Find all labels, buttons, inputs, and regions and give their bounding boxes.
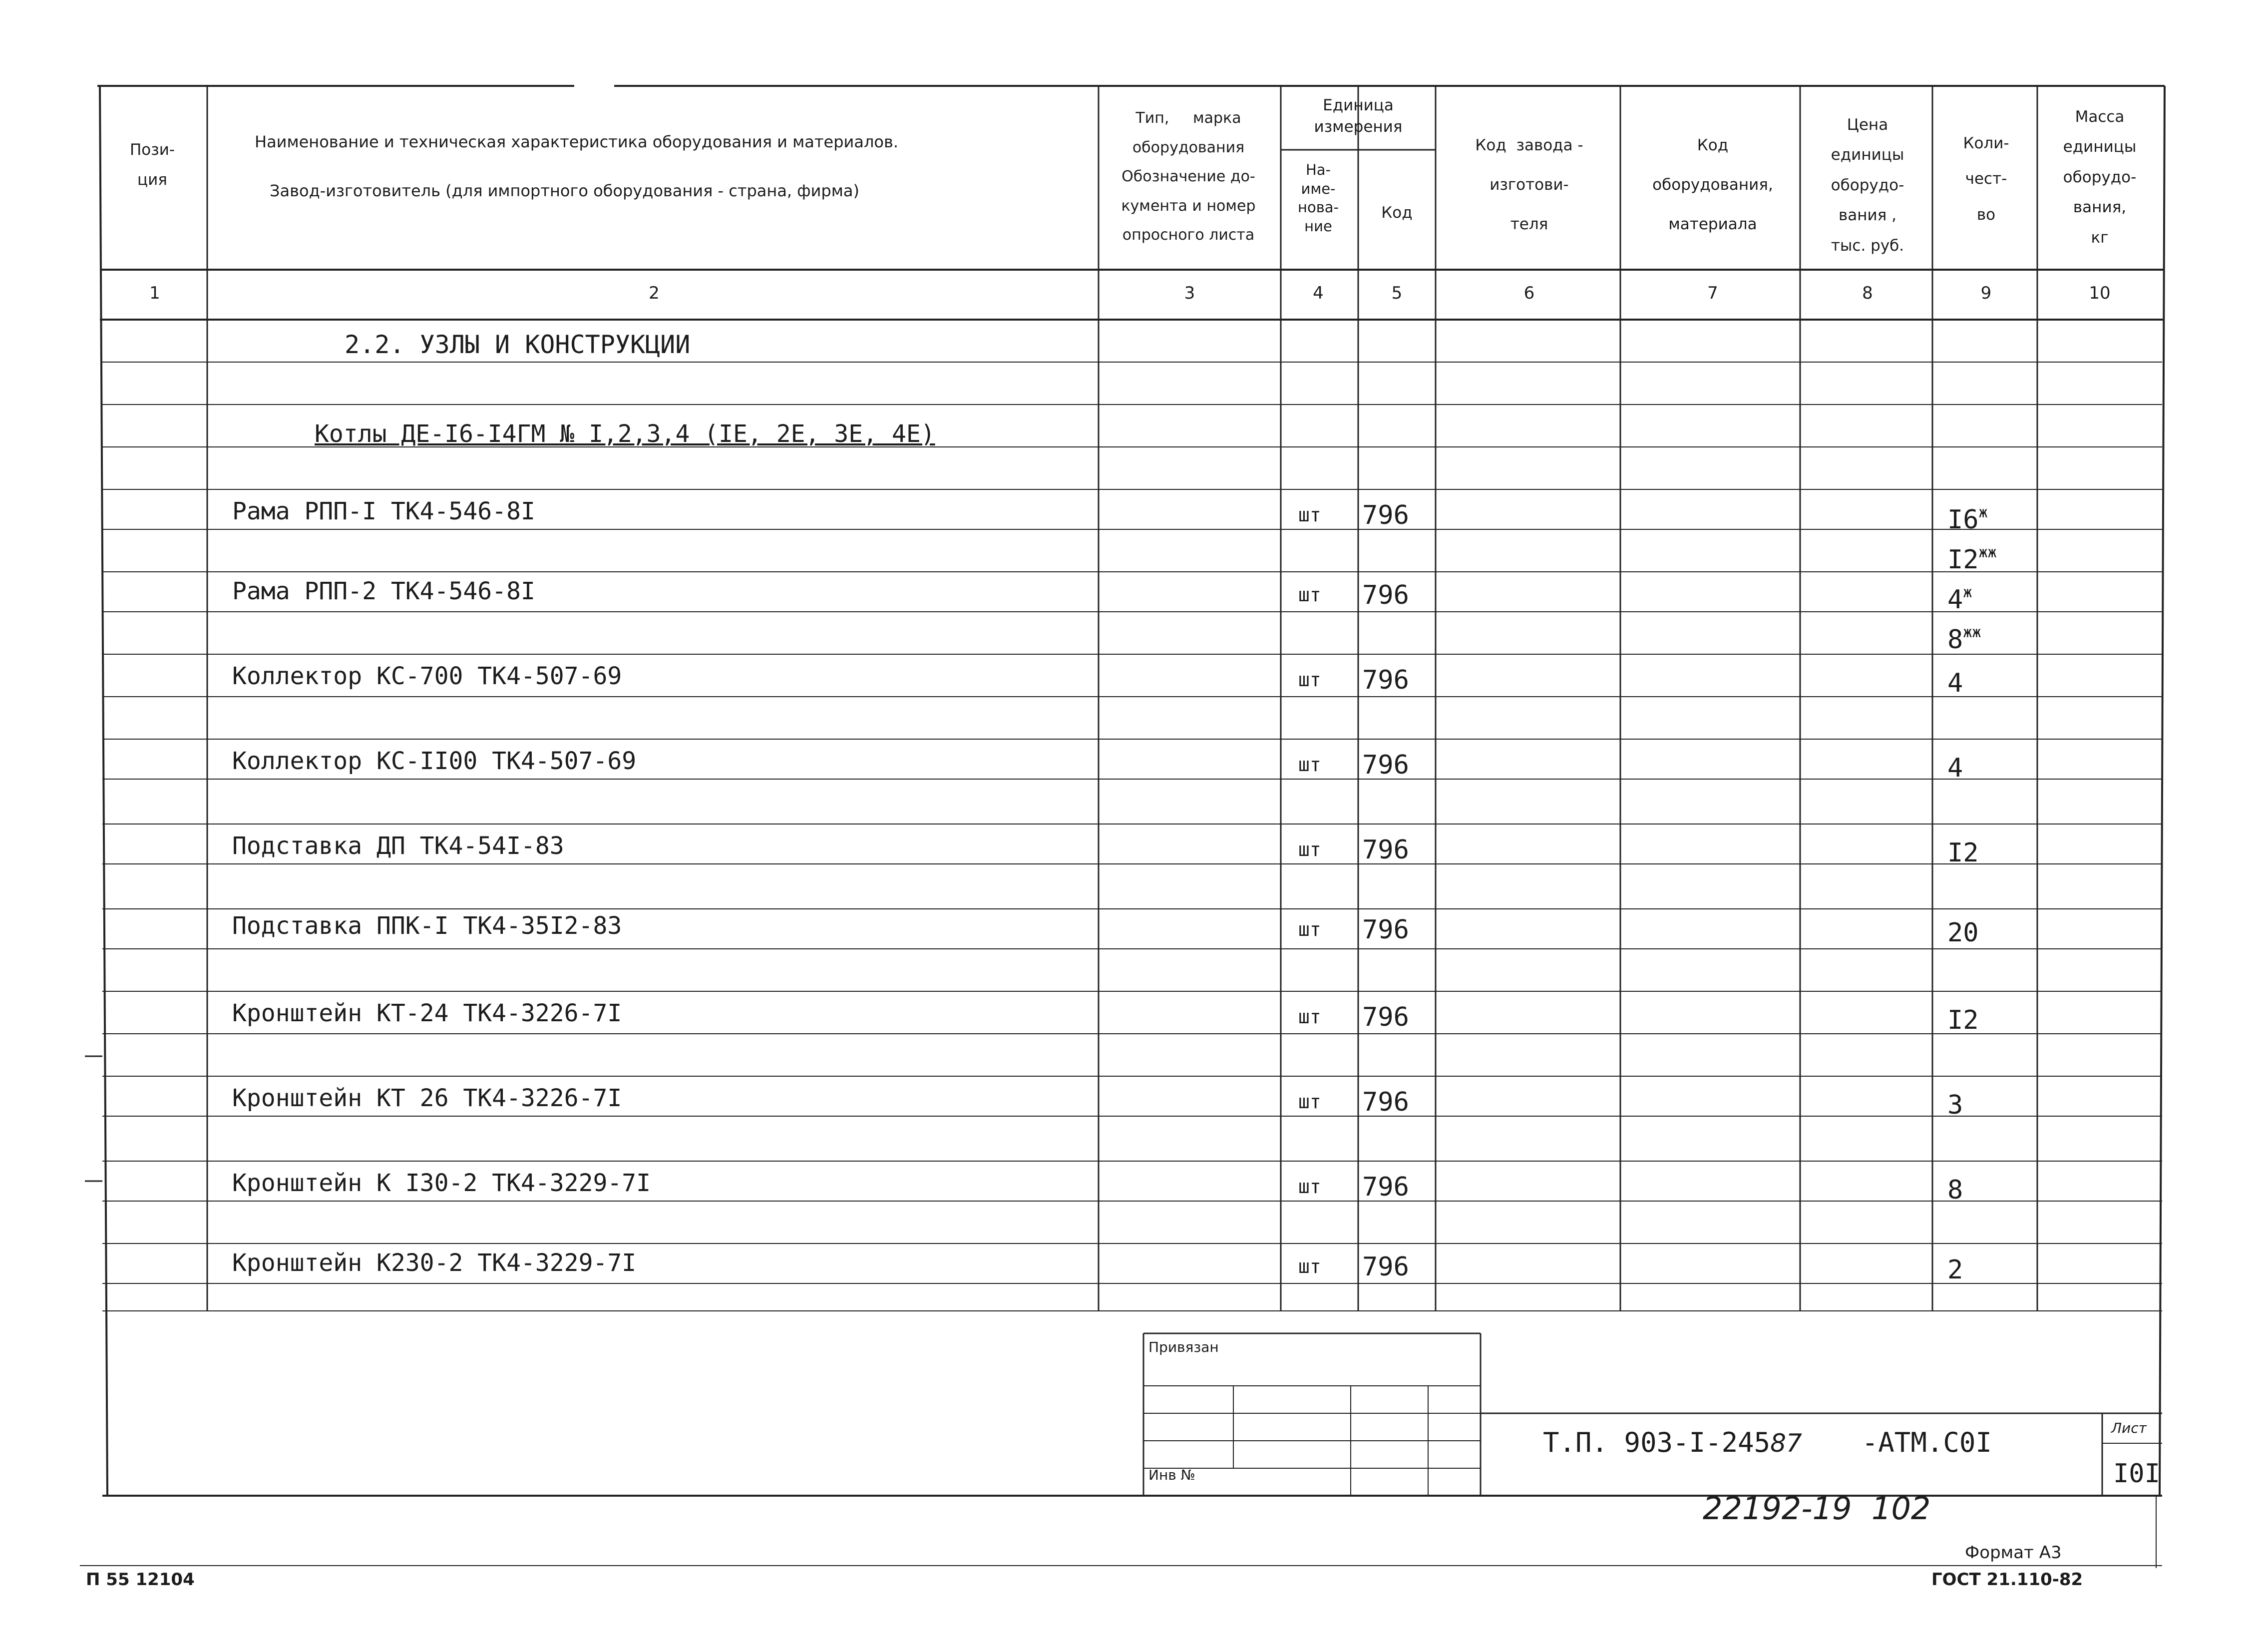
- item-quantity: $I6^ж$: [1947, 504, 1988, 535]
- item-unit: шт: [1298, 1176, 1321, 1198]
- quantity-footnote-mark: ж: [1978, 504, 1988, 521]
- col-2-number: 2: [649, 283, 660, 303]
- doc-year: 87: [1770, 1429, 1802, 1458]
- col-7-number: 7: [1707, 283, 1718, 303]
- item-quantity: $I2^{жж}$: [1947, 544, 1997, 575]
- item-unit-code: 796: [1362, 580, 1409, 610]
- col-4-header: На- име- нова- ние: [1297, 161, 1339, 235]
- col-4-number: 4: [1313, 283, 1324, 303]
- col-10-number: 10: [2089, 283, 2111, 303]
- item-unit-code: 796: [1362, 750, 1409, 780]
- doc-suffix: -АТМ.С0I: [1862, 1427, 1992, 1458]
- col-9-number: 9: [1980, 283, 1992, 303]
- archive-page: 102: [1872, 1490, 1931, 1527]
- item-name: Кронштейн КТ 26 ТК4-3226-7I: [232, 1084, 622, 1112]
- item-quantity: $4^ж$: [1947, 584, 1972, 615]
- paper-format: Формат А3: [1965, 1543, 2062, 1563]
- item-unit: шт: [1298, 584, 1321, 606]
- col-10-header: Масса единицы оборудо- вания, кг: [2063, 108, 2137, 247]
- quantity-footnote-mark: ж: [1963, 584, 1972, 601]
- item-unit: шт: [1298, 1255, 1321, 1277]
- item-unit: шт: [1298, 754, 1321, 776]
- item-unit: шт: [1298, 1091, 1321, 1113]
- item-quantity: 8: [1947, 1175, 1963, 1205]
- item-name: Коллектор КС-700 ТК4-507-69: [232, 662, 622, 690]
- col-1-number: 1: [149, 283, 160, 303]
- col-2-header-line-1: Наименование и техническая характеристика оборудования и материалов.: [255, 132, 898, 151]
- quantity-footnote-mark: жж: [1963, 624, 1981, 641]
- col-2-header-line-2: Завод-изготовитель (для импортного оборудования - страна, фирма): [270, 181, 859, 200]
- item-unit: шт: [1298, 1006, 1321, 1028]
- col-8-number: 8: [1862, 283, 1873, 303]
- archive-number: 22192-19: [1703, 1490, 1852, 1527]
- privyazan-label: Привязан: [1148, 1339, 1219, 1355]
- item-unit-code: 796: [1362, 665, 1409, 695]
- sheet-label: Лист: [2111, 1420, 2147, 1436]
- item-unit: шт: [1298, 838, 1321, 860]
- col-5-header: Код: [1381, 204, 1413, 222]
- col-8-header: Цена единицы оборудо- вания , тыс. руб.: [1831, 116, 1904, 255]
- item-quantity: $8^{жж}$: [1947, 624, 1981, 655]
- col-5-number: 5: [1391, 283, 1403, 303]
- col-7-header: Код оборудования, материала: [1652, 136, 1773, 234]
- item-quantity: 4: [1947, 668, 1963, 698]
- item-unit-code: 796: [1362, 835, 1409, 865]
- col-6-number: 6: [1523, 283, 1535, 303]
- item-name: Подставка ППК-I ТК4-35I2-83: [232, 912, 622, 940]
- col-9-header: Коли- чест- во: [1963, 134, 2009, 224]
- col-6-header: Код завода - изготови- теля: [1475, 136, 1583, 234]
- item-unit-code: 796: [1362, 915, 1409, 945]
- item-unit: шт: [1298, 504, 1321, 526]
- section-title: 2.2. УЗЛЫ И КОНСТРУКЦИИ: [345, 330, 691, 359]
- item-unit-code: 796: [1362, 1172, 1409, 1202]
- item-quantity: I2: [1947, 838, 1979, 868]
- item-quantity: 2: [1947, 1255, 1963, 1285]
- item-name: Рама РПП-I ТК4-546-8I: [232, 497, 535, 525]
- col-1-header: Пози- ция: [129, 141, 175, 189]
- item-quantity: I2: [1947, 1005, 1979, 1035]
- item-unit: шт: [1298, 669, 1321, 691]
- print-code: П 55 12104: [86, 1570, 195, 1590]
- item-name: Подставка ДП ТК4-54I-83: [232, 832, 564, 860]
- item-quantity: 4: [1947, 753, 1963, 783]
- doc-number: Т.П. 903-I-245: [1543, 1427, 1771, 1458]
- col-3-number: 3: [1184, 283, 1195, 303]
- item-quantity: 3: [1947, 1090, 1963, 1120]
- item-name: Кронштейн КТ-24 ТК4-3226-7I: [232, 999, 622, 1027]
- item-unit-code: 796: [1362, 1252, 1409, 1282]
- item-quantity: 20: [1947, 918, 1979, 948]
- table-grid: [80, 86, 2165, 1568]
- item-name: Кронштейн К I30-2 ТК4-3229-7I: [232, 1169, 651, 1197]
- item-name: Кронштейн К230-2 ТК4-3229-7I: [232, 1249, 637, 1277]
- col-3-header: Тип, марка оборудования Обозначение до- кумента и номер опросного листа: [1121, 109, 1256, 244]
- subsection-title: Котлы ДЕ-I6-I4ГМ № I,2,3,4 (IЕ, 2Е, 3Е, 4Е): [315, 420, 935, 448]
- item-unit: шт: [1298, 918, 1321, 940]
- item-name: Рама РПП-2 ТК4-546-8I: [232, 577, 535, 605]
- item-name: Коллектор КС-II00 ТК4-507-69: [232, 747, 637, 775]
- item-unit-code: 796: [1362, 500, 1409, 530]
- quantity-footnote-mark: жж: [1978, 544, 1997, 561]
- inv-number-label: Инв №: [1148, 1467, 1195, 1483]
- sheet-number: I0I: [2113, 1459, 2160, 1489]
- unit-group-header: Единица измерения: [1314, 96, 1403, 136]
- item-unit-code: 796: [1362, 1002, 1409, 1032]
- item-unit-code: 796: [1362, 1087, 1409, 1117]
- document-designation: [1543, 1429, 1992, 1456]
- gost-reference: ГОСТ 21.110-82: [1931, 1570, 2083, 1590]
